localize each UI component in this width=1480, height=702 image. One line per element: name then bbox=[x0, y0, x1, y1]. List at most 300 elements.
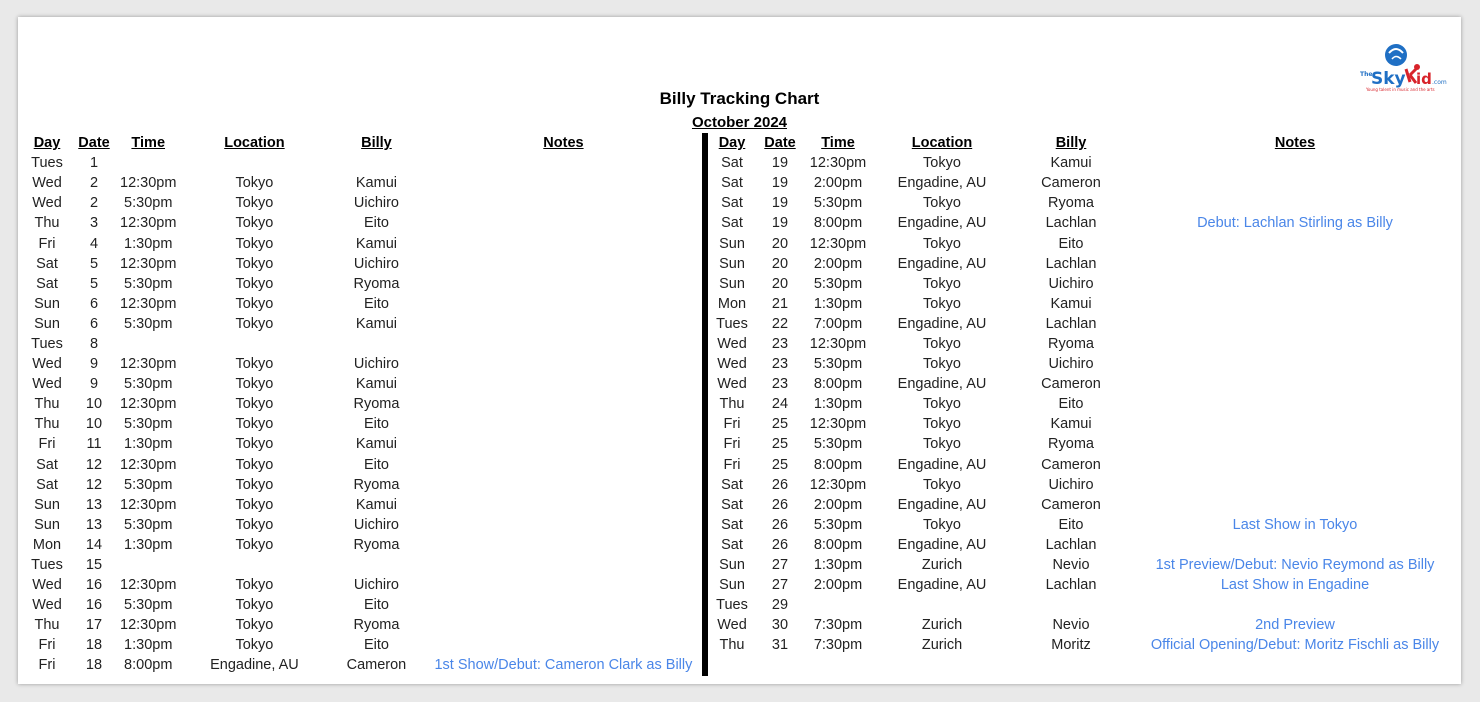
cell-billy: Uichiro bbox=[1048, 476, 1094, 493]
cell-time: 12:30pm bbox=[120, 215, 177, 232]
cell-billy: Eito bbox=[363, 215, 389, 232]
cell-day: Sat bbox=[721, 195, 743, 212]
table-row bbox=[708, 394, 1460, 414]
cell-notes: Last Show in Engadine bbox=[1220, 577, 1370, 594]
cell-day: Sat bbox=[721, 175, 743, 192]
cell-day: Sun bbox=[34, 315, 60, 332]
table-row bbox=[26, 193, 706, 213]
cell-billy: Eito bbox=[363, 295, 389, 312]
svg-text:Sky: Sky bbox=[1371, 69, 1406, 89]
cell-billy: Cameron bbox=[1041, 376, 1101, 393]
cell-notes bbox=[1130, 294, 1460, 314]
cell-notes bbox=[1130, 475, 1460, 495]
cell-time: 8:00pm bbox=[813, 456, 863, 473]
table-row bbox=[26, 213, 706, 233]
cell-date: 25 bbox=[771, 416, 789, 433]
cell-date: 16 bbox=[85, 597, 103, 614]
table-row bbox=[708, 595, 1460, 615]
cell-notes bbox=[420, 274, 706, 294]
cell-notes bbox=[1130, 334, 1460, 354]
cell-location: Tokyo bbox=[235, 195, 274, 212]
cell-date: 19 bbox=[771, 155, 789, 172]
cell-location: Tokyo bbox=[235, 637, 274, 654]
cell-date: 1 bbox=[89, 155, 99, 172]
cell-time: 1:30pm bbox=[124, 637, 173, 654]
table-row bbox=[708, 374, 1460, 394]
cell-location: Engadine, AU bbox=[897, 255, 987, 272]
cell-location: Engadine, AU bbox=[897, 175, 987, 192]
cell-day: Thu bbox=[719, 396, 745, 413]
table-row bbox=[708, 193, 1460, 213]
cell-time: 12:30pm bbox=[809, 155, 867, 172]
cell-billy bbox=[332, 153, 420, 173]
cell-day: Sat bbox=[36, 476, 58, 493]
header-time: Time bbox=[821, 135, 855, 152]
cell-billy: Ryoma bbox=[353, 275, 400, 292]
cell-location bbox=[176, 555, 332, 575]
cell-notes bbox=[420, 213, 706, 233]
header-location: Location bbox=[224, 135, 285, 152]
cell-location: Tokyo bbox=[923, 235, 961, 252]
cell-billy: Uichiro bbox=[353, 195, 399, 212]
cell-billy: Kamui bbox=[1050, 416, 1092, 433]
cell-time bbox=[120, 334, 176, 354]
cell-time: 12:30pm bbox=[120, 617, 177, 634]
cell-billy: Eito bbox=[1058, 396, 1084, 413]
cell-time: 5:30pm bbox=[813, 516, 863, 533]
cell-time: 2:00pm bbox=[813, 255, 863, 272]
table-row bbox=[26, 555, 706, 575]
table-row bbox=[26, 575, 706, 595]
cell-billy: Ryoma bbox=[353, 536, 400, 553]
cell-notes bbox=[420, 434, 706, 454]
cell-notes bbox=[420, 193, 706, 213]
cell-day: Sat bbox=[721, 155, 743, 172]
cell-date: 13 bbox=[85, 516, 103, 533]
cell-day: Thu bbox=[34, 617, 60, 634]
cell-date: 26 bbox=[771, 496, 789, 513]
cell-time bbox=[120, 555, 176, 575]
cell-notes: Official Opening/Debut: Moritz Fischli as Billy bbox=[1150, 637, 1440, 654]
cell-location: Tokyo bbox=[235, 396, 274, 413]
cell-day: Tues bbox=[31, 557, 63, 574]
cell-time: 7:30pm bbox=[813, 617, 863, 634]
cell-day: Mon bbox=[32, 536, 62, 553]
cell-billy: Ryoma bbox=[353, 617, 400, 634]
cell-location: Tokyo bbox=[923, 416, 961, 433]
cell-location: Tokyo bbox=[235, 255, 274, 272]
cell-location: Tokyo bbox=[235, 597, 274, 614]
cell-location: Engadine, AU bbox=[897, 315, 987, 332]
cell-location bbox=[176, 334, 332, 354]
cell-billy: Kamui bbox=[355, 436, 397, 453]
table-row bbox=[26, 434, 706, 454]
table-row bbox=[708, 434, 1460, 454]
cell-time: 12:30pm bbox=[120, 295, 177, 312]
cell-time: 5:30pm bbox=[124, 516, 173, 533]
cell-day: Sun bbox=[719, 557, 745, 574]
cell-notes bbox=[1130, 374, 1460, 394]
header-row bbox=[26, 133, 706, 153]
cell-date: 10 bbox=[85, 416, 103, 433]
cell-notes bbox=[1130, 495, 1460, 515]
cell-billy: Kamui bbox=[355, 175, 397, 192]
cell-time: 2:00pm bbox=[813, 577, 863, 594]
cell-date: 11 bbox=[86, 436, 102, 453]
table-row bbox=[708, 615, 1460, 635]
cell-date: 9 bbox=[89, 356, 99, 373]
cell-day: Wed bbox=[32, 356, 62, 373]
cell-notes bbox=[420, 354, 706, 374]
cell-day: Tues bbox=[31, 335, 63, 352]
schedule-body-right bbox=[708, 153, 1460, 655]
cell-time: 12:30pm bbox=[809, 416, 867, 433]
cell-notes bbox=[420, 334, 706, 354]
cell-time: 12:30pm bbox=[120, 577, 177, 594]
cell-billy: Eito bbox=[1058, 235, 1084, 252]
cell-day: Wed bbox=[32, 175, 62, 192]
cell-notes bbox=[420, 555, 706, 575]
cell-time: 8:00pm bbox=[813, 376, 863, 393]
cell-billy: Kamui bbox=[1050, 295, 1092, 312]
cell-date: 26 bbox=[771, 516, 789, 533]
cell-date: 19 bbox=[771, 175, 789, 192]
table-row bbox=[708, 213, 1460, 233]
cell-location: Engadine, AU bbox=[897, 496, 987, 513]
cell-location: Tokyo bbox=[235, 275, 274, 292]
cell-day: Wed bbox=[717, 617, 747, 634]
cell-day: Wed bbox=[32, 376, 62, 393]
cell-day: Thu bbox=[34, 396, 60, 413]
cell-date: 15 bbox=[85, 557, 103, 574]
cell-time: 5:30pm bbox=[124, 275, 173, 292]
cell-notes bbox=[1130, 193, 1460, 213]
cell-date: 25 bbox=[771, 436, 789, 453]
cell-day: Sun bbox=[719, 275, 745, 292]
cell-day: Sun bbox=[34, 496, 60, 513]
cell-day: Thu bbox=[34, 416, 60, 433]
cell-date: 24 bbox=[771, 396, 789, 413]
cell-time: 12:30pm bbox=[120, 396, 177, 413]
cell-billy: Cameron bbox=[346, 657, 407, 674]
cell-day: Wed bbox=[32, 597, 62, 614]
table-row bbox=[26, 394, 706, 414]
cell-time: 5:30pm bbox=[124, 476, 173, 493]
cell-time: 8:00pm bbox=[813, 215, 863, 232]
header-location: Location bbox=[911, 135, 973, 152]
cell-day: Tues bbox=[716, 315, 748, 332]
cell-notes bbox=[420, 314, 706, 334]
table-row bbox=[26, 595, 706, 615]
cell-notes: 2nd Preview bbox=[1255, 617, 1335, 634]
cell-billy: Kamui bbox=[355, 496, 397, 513]
cell-time: 5:30pm bbox=[813, 275, 863, 292]
cell-billy: Kamui bbox=[355, 376, 397, 393]
cell-location: Tokyo bbox=[923, 356, 961, 373]
cell-billy: Uichiro bbox=[353, 577, 399, 594]
cell-location: Tokyo bbox=[235, 315, 274, 332]
svg-text:Young talent in music and the: Young talent in music and the arts bbox=[1366, 87, 1435, 92]
svg-text:id: id bbox=[1416, 70, 1432, 88]
cell-location: Tokyo bbox=[923, 335, 961, 352]
cell-time: 12:30pm bbox=[120, 255, 177, 272]
cell-billy: Ryoma bbox=[1048, 335, 1094, 352]
cell-day: Sun bbox=[719, 577, 745, 594]
table-row bbox=[26, 635, 706, 655]
cell-location: Tokyo bbox=[923, 516, 961, 533]
table-row bbox=[26, 233, 706, 253]
cell-time: 5:30pm bbox=[124, 315, 173, 332]
cell-notes bbox=[420, 394, 706, 414]
cell-billy: Eito bbox=[1058, 516, 1084, 533]
cell-time: 8:00pm bbox=[124, 657, 173, 674]
cell-date: 2 bbox=[89, 195, 99, 212]
cell-day: Sun bbox=[719, 235, 745, 252]
cell-location: Tokyo bbox=[235, 295, 274, 312]
svg-text:.com: .com bbox=[1432, 79, 1447, 86]
table-row bbox=[708, 294, 1460, 314]
table-row bbox=[26, 294, 706, 314]
cell-location: Tokyo bbox=[923, 155, 961, 172]
cell-location: Tokyo bbox=[923, 396, 961, 413]
cell-date: 18 bbox=[85, 637, 103, 654]
table-row bbox=[708, 535, 1460, 555]
cell-notes bbox=[420, 575, 706, 595]
cell-notes bbox=[420, 294, 706, 314]
cell-billy: Lachlan bbox=[1045, 577, 1097, 594]
cell-time: 7:30pm bbox=[813, 637, 863, 654]
cell-time: 1:30pm bbox=[813, 295, 863, 312]
cell-time: 1:30pm bbox=[813, 396, 863, 413]
cell-notes bbox=[1130, 153, 1460, 173]
cell-notes bbox=[420, 374, 706, 394]
cell-notes bbox=[420, 615, 706, 635]
cell-notes bbox=[420, 595, 706, 615]
cell-location: Tokyo bbox=[923, 436, 961, 453]
cell-billy: Uichiro bbox=[1048, 356, 1094, 373]
cell-location: Engadine, AU bbox=[897, 536, 987, 553]
cell-notes: Last Show in Tokyo bbox=[1232, 516, 1358, 533]
cell-time: 12:30pm bbox=[120, 356, 177, 373]
cell-day: Fri bbox=[38, 235, 56, 252]
cell-location: Tokyo bbox=[235, 536, 274, 553]
cell-billy: Ryoma bbox=[353, 396, 400, 413]
table-row bbox=[708, 495, 1460, 515]
cell-notes bbox=[1130, 173, 1460, 193]
cell-notes bbox=[420, 173, 706, 193]
cell-location: Zurich bbox=[921, 557, 963, 574]
cell-billy: Nevio bbox=[1052, 557, 1090, 574]
cell-location: Engadine, AU bbox=[897, 376, 987, 393]
cell-notes bbox=[420, 535, 706, 555]
cell-day: Sun bbox=[719, 255, 745, 272]
cell-time: 1:30pm bbox=[813, 557, 863, 574]
cell-date: 20 bbox=[771, 275, 789, 292]
cell-time: 2:00pm bbox=[813, 496, 863, 513]
table-row bbox=[708, 153, 1460, 173]
cell-date: 12 bbox=[85, 476, 103, 493]
table-row bbox=[708, 314, 1460, 334]
cell-location bbox=[872, 595, 1012, 615]
cell-location: Zurich bbox=[921, 637, 963, 654]
cell-time: 12:30pm bbox=[120, 496, 177, 513]
cell-location: Tokyo bbox=[235, 617, 274, 634]
cell-date: 16 bbox=[85, 577, 103, 594]
schedule-body-left bbox=[26, 153, 706, 675]
cell-billy: Eito bbox=[363, 416, 389, 433]
cell-billy: Ryoma bbox=[1048, 195, 1094, 212]
cell-day: Sat bbox=[721, 516, 743, 533]
cell-notes bbox=[420, 455, 706, 475]
cell-date: 26 bbox=[771, 536, 789, 553]
cell-billy: Lachlan bbox=[1045, 215, 1097, 232]
table-row bbox=[26, 334, 706, 354]
cell-date: 5 bbox=[89, 275, 99, 292]
cell-date: 26 bbox=[771, 476, 789, 493]
cell-time: 1:30pm bbox=[124, 235, 173, 252]
cell-billy: Uichiro bbox=[353, 516, 399, 533]
cell-billy bbox=[332, 555, 420, 575]
cell-time: 12:30pm bbox=[809, 335, 867, 352]
cell-date: 23 bbox=[771, 356, 789, 373]
cell-billy: Uichiro bbox=[1048, 275, 1094, 292]
cell-location: Tokyo bbox=[235, 376, 274, 393]
table-row bbox=[26, 455, 706, 475]
header-row bbox=[708, 133, 1460, 153]
cell-billy: Kamui bbox=[1050, 155, 1092, 172]
cell-day: Sat bbox=[36, 456, 58, 473]
cell-day: Wed bbox=[32, 195, 62, 212]
cell-date: 5 bbox=[89, 255, 99, 272]
cell-billy: Ryoma bbox=[353, 476, 400, 493]
cell-date: 23 bbox=[771, 335, 789, 352]
header-billy: Billy bbox=[361, 135, 392, 152]
cell-date: 6 bbox=[89, 315, 99, 332]
cell-date: 6 bbox=[89, 295, 99, 312]
table-row bbox=[26, 254, 706, 274]
cell-notes bbox=[420, 153, 706, 173]
cell-date: 22 bbox=[771, 315, 789, 332]
header-time: Time bbox=[131, 135, 166, 152]
cell-time: 12:30pm bbox=[809, 235, 867, 252]
cell-notes bbox=[1130, 535, 1460, 555]
cell-day: Sun bbox=[34, 516, 60, 533]
table-row bbox=[708, 555, 1460, 575]
cell-location: Tokyo bbox=[923, 195, 961, 212]
cell-day: Fri bbox=[38, 637, 56, 654]
cell-day: Tues bbox=[31, 155, 63, 172]
cell-time: 5:30pm bbox=[813, 436, 863, 453]
cell-date: 9 bbox=[89, 376, 99, 393]
header-notes: Notes bbox=[543, 135, 584, 152]
cell-location: Engadine, AU bbox=[897, 577, 987, 594]
cell-time: 1:30pm bbox=[124, 536, 173, 553]
cell-location: Tokyo bbox=[235, 235, 274, 252]
cell-notes bbox=[420, 495, 706, 515]
cell-day: Fri bbox=[38, 436, 56, 453]
table-row bbox=[26, 414, 706, 434]
cell-time: 12:30pm bbox=[809, 476, 867, 493]
header-date: Date bbox=[764, 135, 796, 152]
cell-day: Wed bbox=[717, 356, 747, 373]
cell-time: 12:30pm bbox=[120, 175, 177, 192]
cell-location: Tokyo bbox=[235, 476, 274, 493]
table-row bbox=[26, 153, 706, 173]
spreadsheet-page bbox=[18, 17, 1461, 684]
cell-date: 23 bbox=[771, 376, 789, 393]
cell-notes bbox=[420, 414, 706, 434]
cell-day: Wed bbox=[717, 335, 747, 352]
cell-billy: Cameron bbox=[1041, 175, 1101, 192]
cell-billy bbox=[332, 334, 420, 354]
cell-day: Thu bbox=[719, 637, 745, 654]
cell-date: 3 bbox=[89, 215, 99, 232]
table-row bbox=[26, 314, 706, 334]
table-row bbox=[708, 274, 1460, 294]
schedule-table-right bbox=[708, 133, 1460, 655]
cell-time: 7:00pm bbox=[813, 315, 863, 332]
cell-date: 17 bbox=[85, 617, 103, 634]
cell-date: 31 bbox=[771, 637, 789, 654]
cell-date: 19 bbox=[771, 215, 789, 232]
cell-day: Fri bbox=[38, 657, 56, 674]
cell-location: Engadine, AU bbox=[210, 657, 299, 674]
cell-billy: Nevio bbox=[1052, 617, 1090, 634]
cell-day: Tues bbox=[716, 597, 748, 614]
cell-billy: Uichiro bbox=[353, 356, 399, 373]
cell-day: Fri bbox=[723, 416, 741, 433]
table-row bbox=[708, 515, 1460, 535]
cell-time: 5:30pm bbox=[124, 416, 173, 433]
table-row bbox=[26, 475, 706, 495]
cell-notes bbox=[1130, 274, 1460, 294]
cell-day: Sat bbox=[721, 496, 743, 513]
cell-notes: Debut: Lachlan Stirling as Billy bbox=[1197, 215, 1393, 232]
cell-location: Zurich bbox=[921, 617, 963, 634]
cell-time: 12:30pm bbox=[120, 456, 177, 473]
cell-location: Engadine, AU bbox=[897, 215, 987, 232]
cell-location: Tokyo bbox=[235, 215, 274, 232]
table-row bbox=[26, 655, 706, 675]
cell-billy: Moritz bbox=[1051, 637, 1091, 654]
chart-subtitle: October 2024 bbox=[691, 114, 788, 131]
table-row bbox=[26, 374, 706, 394]
cell-location: Tokyo bbox=[235, 436, 274, 453]
cell-day: Sat bbox=[36, 255, 58, 272]
cell-billy: Cameron bbox=[1041, 496, 1101, 513]
cell-day: Mon bbox=[717, 295, 747, 312]
cell-time: 5:30pm bbox=[124, 195, 173, 212]
cell-location: Tokyo bbox=[235, 577, 274, 594]
cell-date: 27 bbox=[771, 577, 789, 594]
cell-location: Tokyo bbox=[235, 356, 274, 373]
cell-location: Tokyo bbox=[235, 175, 274, 192]
cell-notes bbox=[1130, 233, 1460, 253]
cell-billy: Lachlan bbox=[1045, 255, 1097, 272]
cell-date: 13 bbox=[85, 496, 103, 513]
cell-notes bbox=[1130, 434, 1460, 454]
cell-date: 4 bbox=[89, 235, 99, 252]
cell-time: 5:30pm bbox=[124, 376, 173, 393]
cell-location: Tokyo bbox=[923, 275, 961, 292]
cell-day: Wed bbox=[32, 577, 62, 594]
cell-time bbox=[120, 153, 176, 173]
cell-day: Thu bbox=[34, 215, 60, 232]
table-row bbox=[708, 233, 1460, 253]
cell-date: 30 bbox=[771, 617, 789, 634]
cell-date: 14 bbox=[85, 536, 103, 553]
cell-time: 5:30pm bbox=[813, 195, 863, 212]
